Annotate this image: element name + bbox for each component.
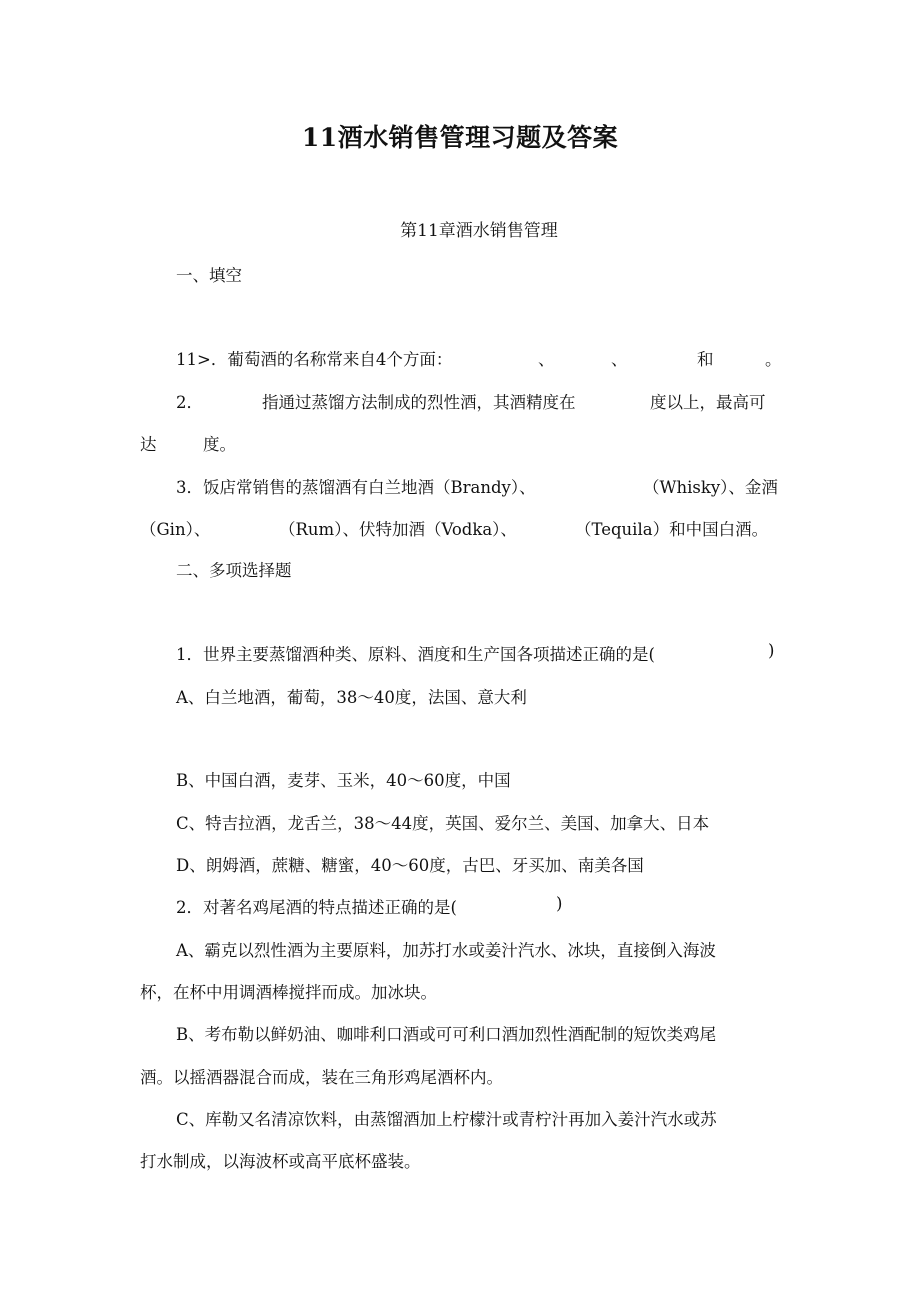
mc-q1-option-c: C、特吉拉酒，龙舌兰，38～44度，英国、爱尔兰、美国、加拿大、日本	[176, 814, 710, 833]
mc-q1-close: )	[768, 641, 775, 660]
fill-q2-cont-b: 度。	[203, 435, 236, 454]
mc-q2-stem: 2．对著名鸡尾酒的特点描述正确的是(	[176, 898, 457, 917]
mc-q1-option-d: D、朗姆酒，蔗糖、糖蜜，40～60度，古巴、牙买加、南美各国	[176, 856, 644, 875]
mc-q2-option-c-line1: C、库勒又名清凉饮料，由蒸馏酒加上柠檬汁或青柠汁再加入姜汁汽水或苏	[176, 1110, 717, 1129]
fill-q2-text: 指通过蒸馏方法制成的烈性酒，其酒精度在	[262, 393, 576, 412]
fill-q2-cont-a: 达	[140, 435, 157, 454]
fill-q2-number: 2．	[176, 393, 203, 412]
fill-q3-rum: （Rum）、伏特加酒（Vodka）、	[279, 520, 517, 539]
fill-q1-text: 11>．葡萄酒的名称常来自4个方面：	[176, 350, 453, 369]
mc-q2-option-b-line2: 酒。以摇酒器混合而成，装在三角形鸡尾酒杯内。	[140, 1068, 503, 1087]
fill-q2-text-2: 度以上，最高可	[650, 393, 766, 412]
mc-q1-option-a: A、白兰地酒，葡萄，38～40度，法国、意大利	[176, 688, 527, 707]
section-heading-mc: 二、多项选择题	[176, 561, 292, 580]
fill-q3-text: 3．饭店常销售的蒸馏酒有白兰地酒（Brandy）、	[176, 478, 536, 497]
fill-q3-gin: （Gin）、	[140, 520, 211, 539]
fill-q1-end: 。	[765, 350, 782, 369]
fill-q1-sep2: 、	[611, 350, 628, 369]
section-heading-fill: 一、填空	[176, 266, 242, 285]
mc-q2-close: )	[556, 894, 563, 913]
chapter-heading: 第11章酒水销售管理	[400, 221, 558, 241]
mc-q2-option-b-line1: B、考布勒以鲜奶油、咖啡利口酒或可可利口酒加烈性酒配制的短饮类鸡尾	[176, 1025, 717, 1044]
mc-q1-stem: 1．世界主要蒸馏酒种类、原料、酒度和生产国各项描述正确的是(	[176, 645, 655, 664]
fill-q3-whisky: （Whisky）、金酒	[643, 478, 778, 497]
mc-q2-option-a-line1: A、霸克以烈性酒为主要原料，加苏打水或姜汁汽水、冰块，直接倒入海波	[176, 941, 716, 960]
mc-q2-option-a-line2: 杯，在杯中用调酒棒搅拌而成。加冰块。	[140, 983, 437, 1002]
mc-q2-option-c-line2: 打水制成，以海波杯或高平底杯盛装。	[140, 1152, 421, 1171]
mc-q1-option-b: B、中国白酒，麦芽、玉米，40～60度，中国	[176, 771, 511, 790]
fill-q1-and: 和	[697, 350, 714, 369]
fill-q3-tequila: （Tequila）和中国白酒。	[575, 520, 769, 539]
fill-q1-sep1: 、	[538, 350, 555, 369]
document-title: 11酒水销售管理习题及答案	[301, 123, 619, 152]
